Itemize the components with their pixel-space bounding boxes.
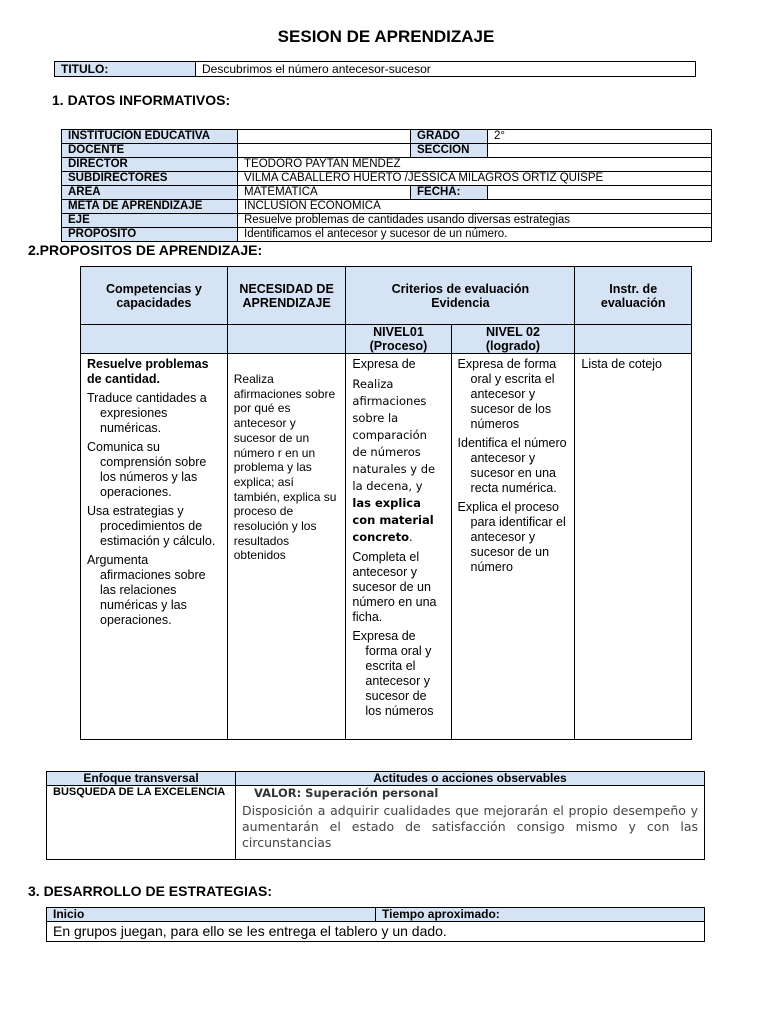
competencias-cell: [81, 354, 228, 740]
estrategias-heading: 3. DESARROLLO DE ESTRATEGIAS:: [28, 883, 272, 899]
empty-cell: [227, 325, 346, 354]
fecha-label: FECHA:: [411, 186, 488, 200]
valor-descripcion: Disposición a adquirir cualidades que mejorarán el propio desempeño y aumentarán el estado de satisfacción consigo mismo y con las circunstancias: [242, 803, 698, 850]
criterios-label: Criterios de evaluación: [391, 281, 530, 296]
institucion-label: INSTITUCION EDUCATIVA: [62, 130, 238, 144]
capacidad-item: Traduce cantidades a expresiones numéricas.: [87, 391, 207, 435]
empty-cell: [81, 325, 228, 354]
inicio-label: Inicio: [47, 908, 376, 922]
titulo-table: [54, 61, 696, 77]
enfoque-value: BÚSQUEDA DE LA EXCELENCIA: [47, 786, 236, 860]
col-enfoque: Enfoque transversal: [47, 772, 236, 786]
seccion-label: SECCIÓN: [411, 144, 488, 158]
datos-heading: 1. DATOS INFORMATIVOS:: [52, 92, 231, 108]
meta-label: META DE APRENDIZAJE: [62, 200, 238, 214]
subdirectores-label: SUBDIRECTORES: [62, 172, 238, 186]
col-actitudes: Actitudes o acciones observables: [236, 772, 705, 786]
empty-cell: [575, 325, 692, 354]
nivel2-sub: (logrado): [485, 339, 541, 353]
area-label: AREA: [62, 186, 238, 200]
competencia-title: Resuelve problemas de cantidad.: [87, 357, 209, 386]
capacidad-item: Usa estrategias y procedimientos de estimación y cálculo.: [87, 504, 216, 548]
valor-label: VALOR: Superación personal: [254, 786, 439, 800]
docente-value: [238, 144, 411, 158]
nivel2-item: Identifica el número antecesor y sucesor en una recta numérica.: [457, 436, 567, 495]
fecha-value: [488, 186, 712, 200]
nivel1-completa: Completa el antecesor y sucesor de un número en una ficha.: [352, 550, 437, 624]
nivel2-cell: [451, 354, 575, 740]
capacidad-item: Comunica su comprensión sobre los números y las operaciones.: [87, 440, 207, 499]
grado-label: GRADO: [411, 130, 488, 144]
nivel1-label: NIVEL01: [373, 325, 424, 339]
seccion-value: [488, 144, 712, 158]
datos-table: [61, 129, 712, 242]
grado-value: 2°: [488, 130, 712, 144]
titulo-label: TITULO:: [55, 62, 196, 77]
nivel1-header: [346, 325, 451, 354]
eje-value: Resuelve problemas de cantidades usando diversas estrategias: [238, 214, 712, 228]
nivel2-item: Expresa de forma oral y escrita el antecesor y sucesor de los números: [457, 357, 557, 431]
col-necesidad: NECESIDAD DE APRENDIZAJE: [227, 267, 346, 325]
estrategias-table: [46, 907, 705, 942]
proposito-label: PROPÓSITO: [62, 228, 238, 242]
eje-label: EJE: [62, 214, 238, 228]
enfoque-table: [46, 771, 705, 860]
necesidad-cell: Realiza afirmaciones sobre por qué es antecesor y sucesor de un número r en un problema y las explica; así también, explica su proceso de resolución y los resultados obtenidos: [227, 354, 346, 740]
institucion-value: [238, 130, 411, 144]
propositos-table: [80, 266, 692, 740]
col-competencias: Competencias y capacidades: [81, 267, 228, 325]
evidencia-label: Evidencia: [431, 295, 490, 310]
nivel1-expresa2: Expresa de forma oral y escrita el antecesor y sucesor de los números: [352, 629, 434, 718]
nivel2-item: Explica el proceso para identificar el antecesor y sucesor de un número: [457, 500, 566, 574]
nivel1-cell: [346, 354, 451, 740]
director-value: TEODORO PAYTAN MENDEZ: [238, 158, 712, 172]
instrumento-cell: Lista de cotejo: [575, 354, 692, 740]
nivel1-realiza: Realiza afirmaciones sobre la comparación de números naturales y de la decena, y las explica con material concreto.: [352, 377, 436, 544]
subdirectores-value: VILMA CABALLERO HUERTO /JESSICA MILAGROS ORTIZ QUISPE: [238, 172, 712, 186]
meta-value: INCLUSIÓN ECONOMICA: [238, 200, 712, 214]
docente-label: DOCENTE: [62, 144, 238, 158]
nivel2-header: [451, 325, 575, 354]
propositos-heading: 2.PROPOSITOS DE APRENDIZAJE:: [28, 242, 263, 258]
nivel1-expresa: Expresa de: [352, 357, 416, 371]
titulo-value: Descubrimos el número antecesor-sucesor: [196, 62, 696, 77]
area-value: MATEMATICA: [238, 186, 411, 200]
proposito-value: Identificamos el antecesor y sucesor de un número.: [238, 228, 712, 242]
page-title: SESION DE APRENDIZAJE: [277, 27, 495, 46]
col-criterios: [346, 267, 575, 325]
inicio-text: En grupos juegan, para ello se les entrega el tablero y un dado.: [47, 922, 705, 942]
actitudes-cell: [236, 786, 705, 860]
col-instr: Instr. de evaluación: [575, 267, 692, 325]
tiempo-label: Tiempo aproximado:: [376, 908, 705, 922]
director-label: DIRECTOR: [62, 158, 238, 172]
nivel2-label: NIVEL 02: [485, 325, 540, 339]
capacidad-item: Argumenta afirmaciones sobre las relaciones numéricas y las operaciones.: [87, 553, 206, 627]
nivel1-sub: (Proceso): [369, 339, 428, 353]
